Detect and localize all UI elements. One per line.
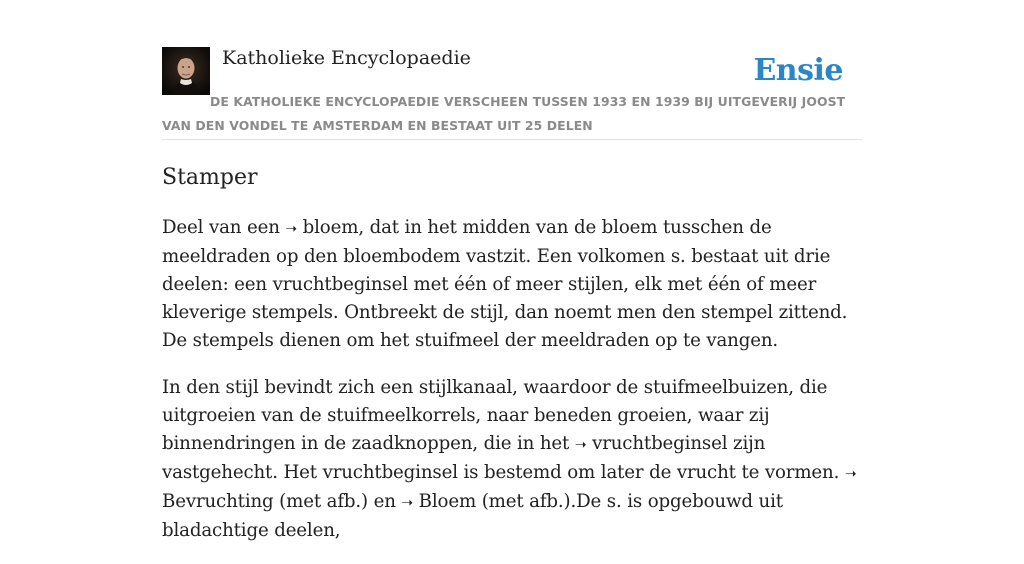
site-header [162, 46, 862, 140]
header-divider [162, 139, 862, 140]
ensie-logo[interactable]: Ensie [753, 53, 843, 88]
arrow-icon: ➝ [574, 437, 587, 453]
article-paragraph-2 [162, 374, 864, 545]
link-label: bloem [302, 217, 359, 238]
article-paragraph-1 [162, 214, 864, 355]
paragraph-text: (met afb.).De s. is opgebouwd uit bladachtige deelen, [162, 491, 783, 541]
portrait-avatar-icon[interactable] [162, 47, 210, 95]
site-title[interactable]: Katholieke Encyclopaedie [222, 47, 471, 69]
paragraph-text: (met afb.) en [273, 491, 402, 512]
article [162, 160, 864, 564]
link-bloem[interactable] [285, 217, 358, 238]
arrow-icon: ➝ [401, 495, 414, 511]
paragraph-text: Deel van een [162, 217, 286, 238]
link-bloem-2[interactable] [401, 491, 476, 512]
link-label: Bloem [418, 491, 477, 512]
link-label: Bevruchting [162, 491, 274, 512]
paragraph-text: In den stijl bevindt zich een stijlkanaal, waardoor de stuifmeelbuizen, die uitgroeien van de stuifmeelkorrels, naar beneden groeien, waar zij binnendringen in de zaadknoppen, die in het [162, 377, 828, 454]
article-title: Stamper [162, 165, 258, 190]
paragraph-text: , dat in het midden van de bloem tusschen de meeldraden op den bloembodem vastzit. Een volkomen s. bestaat uit drie deelen: een vruchtbeginsel met één of meer stijlen, elk met één of meer kleverige stempels. Ontbreekt de stijl, dan noemt men den stempel zittend. De stempels dienen om het stuifmeel der meeldraden op te vangen. [162, 217, 848, 351]
arrow-icon: ➝ [844, 466, 857, 482]
link-label: vruchtbeginsel [592, 433, 728, 454]
link-vruchtbeginsel[interactable] [575, 433, 728, 454]
site-subtitle: DE KATHOLIEKE ENCYCLOPAEDIE VERSCHEEN TUSSEN 1933 EN 1939 BIJ UITGEVERIJ JOOST VAN DEN VONDEL TE AMSTERDAM EN BESTAAT UIT 25 DELEN [162, 94, 846, 133]
paragraph-text: zijn vastgehecht. Het vruchtbeginsel is bestemd om later de vrucht te vormen. [162, 433, 845, 483]
arrow-icon: ➝ [285, 221, 297, 237]
